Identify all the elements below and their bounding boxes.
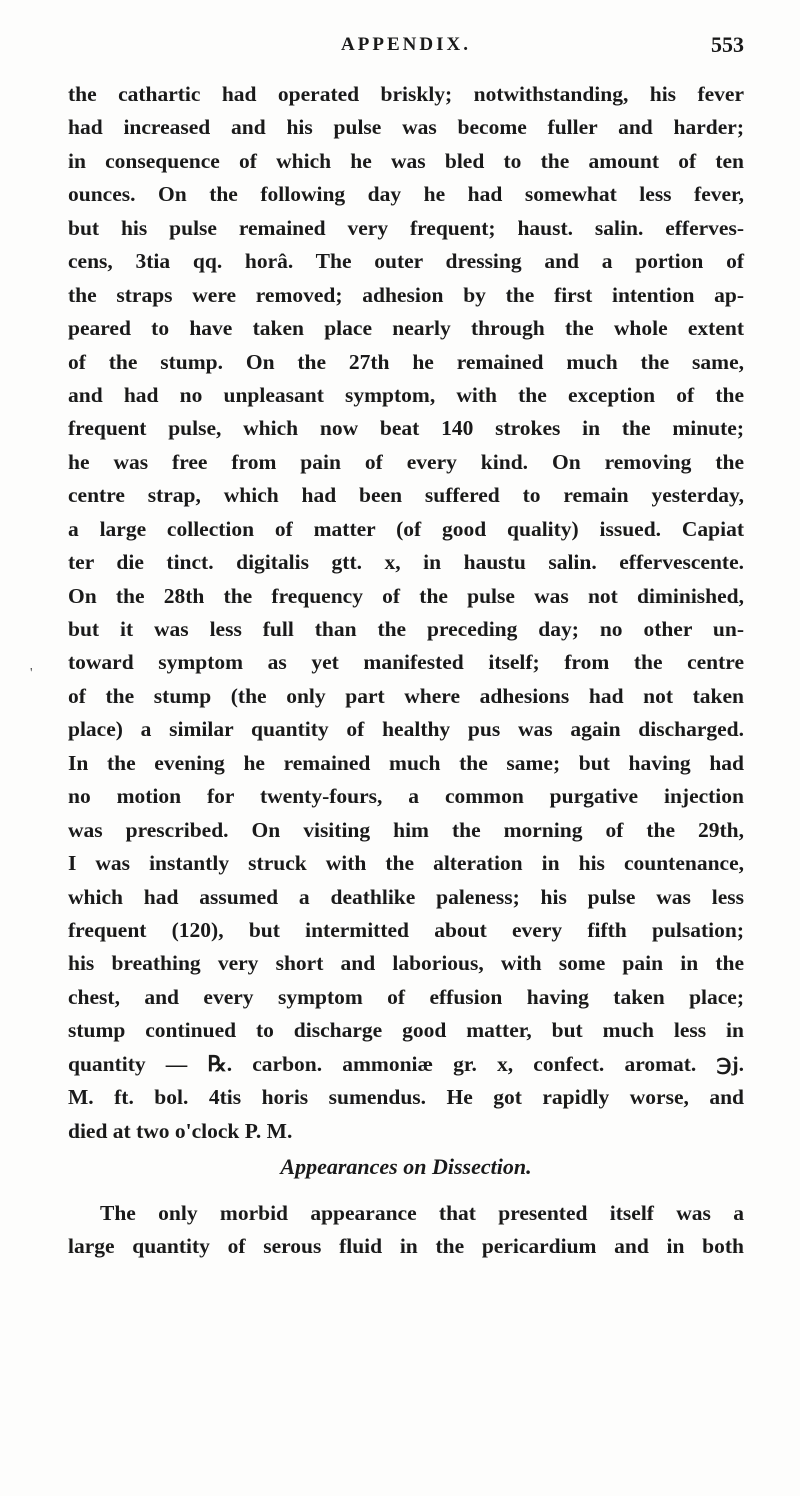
text-line: died at two o'clock P. M. <box>68 1118 293 1143</box>
text-line: was prescribed. On visiting him the morning of the 29th, <box>68 817 744 842</box>
text-line: his breathing very short and laborious, with some pain in the <box>68 951 744 976</box>
text-line: and had no unpleasant symptom, with the exception of the <box>68 382 744 407</box>
section-paragraph <box>68 1197 744 1264</box>
text-line: of the stump (the only part where adhesions had not taken <box>68 683 744 708</box>
text-line: had increased and his pulse was become fuller and harder; <box>68 115 744 140</box>
text-line: quantity — ℞. carbon. ammoniæ gr. x, confect. aromat. ℈j. <box>68 1051 744 1076</box>
text-line: I was instantly struck with the alteration in his countenance, <box>68 851 744 876</box>
text-line: toward symptom as yet manifested itself; from the centre <box>68 650 744 675</box>
text-line: the cathartic had operated briskly; notwithstanding, his fever <box>68 82 744 106</box>
text-line: cens, 3tia qq. horâ. The outer dressing and a portion of <box>68 249 744 274</box>
text-line: but his pulse remained very frequent; haust. salin. efferves- <box>68 215 744 240</box>
text-line: a large collection of matter (of good quality) issued. Capiat <box>68 516 744 541</box>
text-line: which had assumed a deathlike paleness; his pulse was less <box>68 884 744 909</box>
margin-mark: ' <box>30 666 33 681</box>
text-line: In the evening he remained much the same; but having had <box>68 750 744 775</box>
text-line: in consequence of which he was bled to the amount of ten <box>68 148 744 173</box>
text-line: stump continued to discharge good matter, but much less in <box>68 1018 744 1043</box>
text-line: place) a similar quantity of healthy pus was again discharged. <box>68 717 744 742</box>
text-line: The only morbid appearance that presented itself was a <box>100 1201 744 1225</box>
text-line: large quantity of serous fluid in the pericardium and in both <box>68 1234 744 1259</box>
text-line: the straps were removed; adhesion by the first intention ap- <box>68 282 744 307</box>
text-line: peared to have taken place nearly through the whole extent <box>68 316 744 341</box>
running-title: APPENDIX. <box>341 34 471 55</box>
text-line: of the stump. On the 27th he remained much the same, <box>68 349 744 374</box>
text-line: ter die tinct. digitalis gtt. x, in haustu salin. effervescente. <box>68 550 744 575</box>
section-heading: Appearances on Dissection. <box>280 1154 532 1179</box>
page-number: 553 <box>711 32 744 57</box>
text-line: centre strap, which had been suffered to remain yesterday, <box>68 483 744 508</box>
text-line: ounces. On the following day he had somewhat less fever, <box>68 182 744 207</box>
text-line: he was free from pain of every kind. On removing the <box>68 449 744 474</box>
main-paragraph <box>68 78 744 1148</box>
text-line: M. ft. bol. 4tis horis sumendus. He got rapidly worse, and <box>68 1085 744 1110</box>
running-head <box>68 30 744 60</box>
text-line: frequent pulse, which now beat 140 strokes in the minute; <box>68 416 744 441</box>
text-line: chest, and every symptom of effusion having taken place; <box>68 984 744 1009</box>
text-line: On the 28th the frequency of the pulse was not diminished, <box>68 583 744 608</box>
text-line: no motion for twenty-fours, a common purgative injection <box>68 784 744 809</box>
text-line: but it was less full than the preceding day; no other un- <box>68 617 744 641</box>
text-line: frequent (120), but intermitted about every fifth pulsation; <box>68 917 744 942</box>
